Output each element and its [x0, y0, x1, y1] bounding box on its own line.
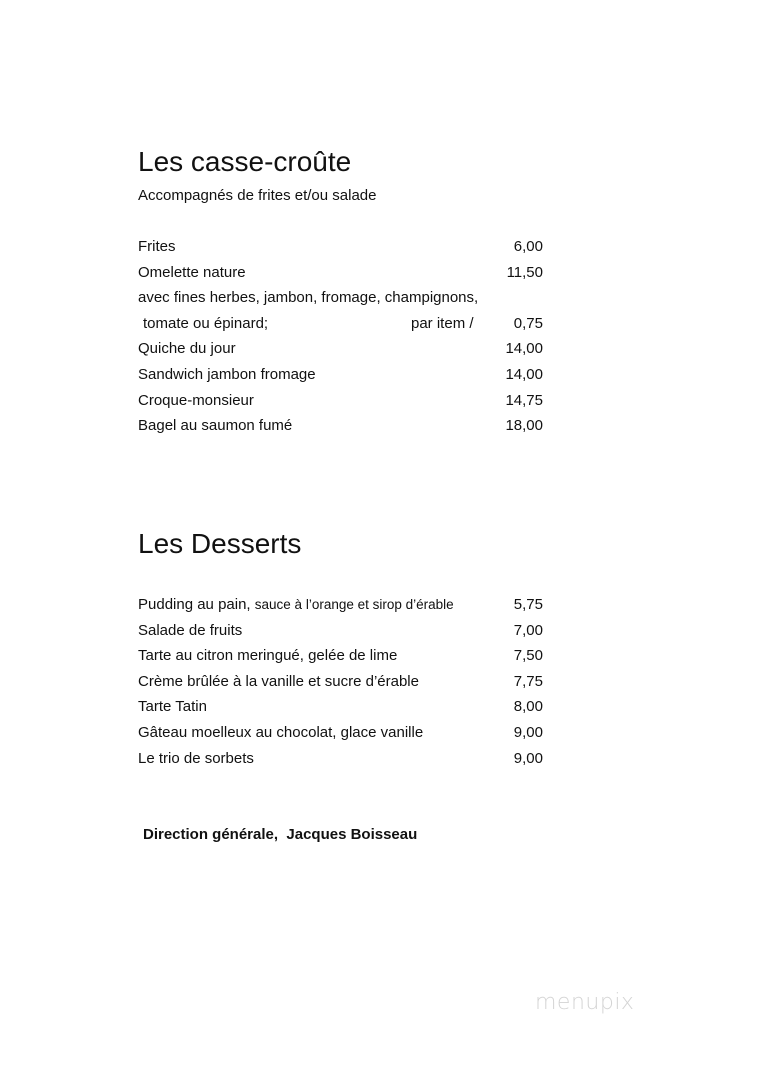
item-unit: par item /: [411, 314, 474, 332]
menu-item-option-note: [138, 285, 543, 311]
menu-item: [138, 260, 543, 286]
item-name: Tarte au citron meringué, gelée de lime: [138, 647, 398, 665]
casse-croute-list: [138, 234, 543, 439]
item-name: Quiche du jour: [138, 340, 236, 358]
item-name: [138, 592, 454, 618]
menu-item: [138, 669, 543, 695]
item-name: Gâteau moelleux au chocolat, glace vanille: [138, 723, 424, 741]
menu-item: [138, 643, 543, 669]
section-subtitle: Accompagnés de frites et/ou salade: [138, 187, 377, 204]
menu-item: [138, 336, 543, 362]
item-name: Tarte Tatin: [138, 698, 207, 716]
item-name: Bagel au saumon fumé: [138, 417, 293, 435]
item-price: 6,00: [513, 238, 543, 255]
item-price: 5,75: [513, 596, 543, 613]
item-price: 14,00: [505, 365, 543, 383]
item-name: Crème brûlée à la vanille et sucre d’érable: [138, 672, 419, 690]
section-title-desserts: Les Desserts: [138, 528, 302, 559]
menu-item: [138, 592, 543, 618]
item-name: avec fines herbes, jambon, fromage, champignons,: [138, 289, 479, 307]
menu-item: [138, 362, 543, 388]
item-name: Croque-monsieur: [138, 391, 254, 409]
item-price: 7,50: [513, 647, 543, 665]
item-price: 8,00: [513, 698, 543, 716]
item-note: sauce à l’orange et sirop d’érable: [254, 597, 454, 612]
item-name: Salade de fruits: [138, 621, 243, 639]
watermark-logo: menupix: [535, 990, 635, 1015]
item-price: 9,00: [513, 723, 543, 741]
item-price: 0,75: [513, 314, 543, 332]
menu-item: [138, 234, 543, 260]
section-title-casse-croute: Les casse-croûte: [138, 146, 352, 177]
item-name: Frites: [138, 238, 176, 255]
item-price: 7,00: [513, 621, 543, 639]
menu-item: [138, 720, 543, 746]
item-price: 18,00: [505, 417, 543, 435]
director-credit: Direction générale, Jacques Boisseau: [143, 826, 418, 843]
item-price: 7,75: [513, 672, 543, 690]
item-name-main: Pudding au pain,: [138, 596, 251, 613]
menu-item: [138, 694, 543, 720]
menu-item-option: [138, 311, 543, 337]
item-name: Le trio de sorbets: [138, 749, 254, 767]
item-name: Omelette nature: [138, 263, 246, 281]
item-price: 11,50: [506, 263, 543, 281]
menu-item: [138, 388, 543, 414]
desserts-list: [138, 592, 543, 771]
menu-item: [138, 413, 543, 439]
menu-item: [138, 618, 543, 644]
item-name: tomate ou épinard;: [143, 314, 269, 332]
item-price: 14,75: [505, 391, 543, 409]
item-price: 9,00: [513, 749, 543, 767]
item-name: Sandwich jambon fromage: [138, 365, 316, 383]
item-price: 14,00: [505, 340, 543, 358]
menu-item: [138, 746, 543, 772]
